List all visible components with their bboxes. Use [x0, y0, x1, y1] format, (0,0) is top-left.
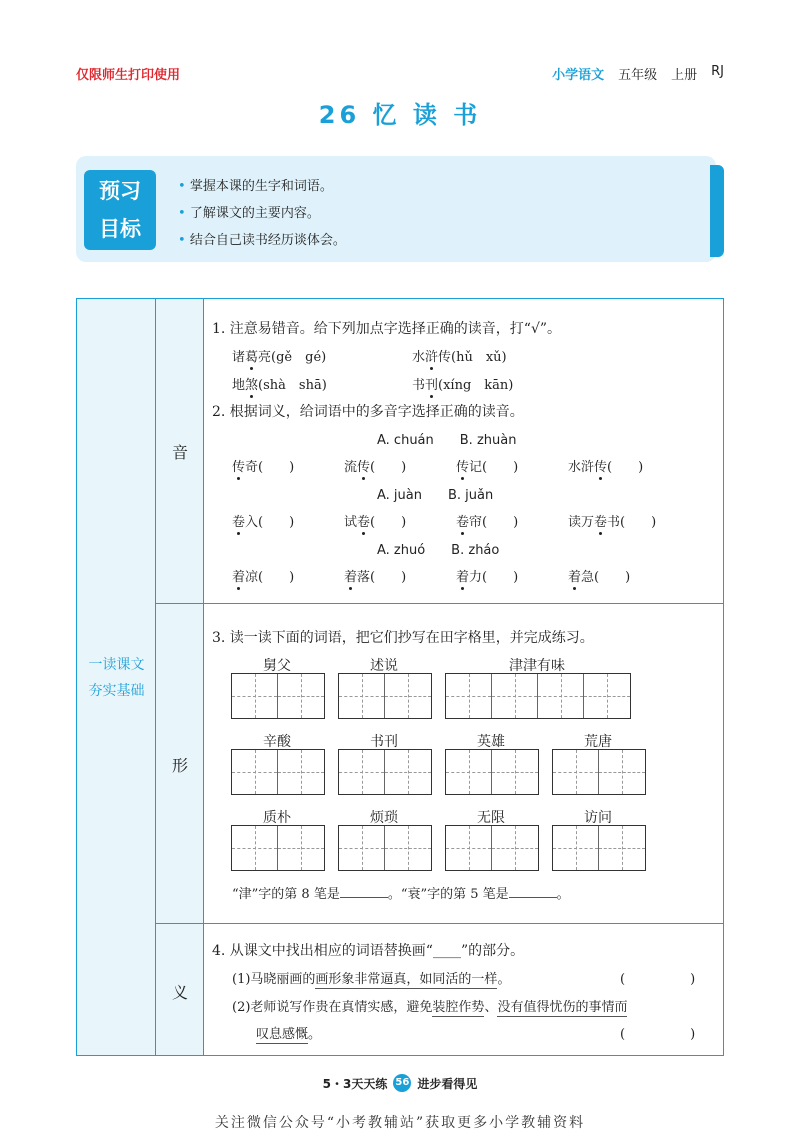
q2-item: 卷帘( )	[456, 511, 518, 530]
tianzige-box[interactable]	[552, 825, 646, 871]
word-label: 述说	[370, 658, 398, 674]
book-info	[552, 64, 724, 83]
q3-title: 3. 读一读下面的词语，把它们抄写在田字格里，并完成练习。	[212, 630, 594, 646]
footer-slogan: 进步看得见	[417, 1076, 478, 1091]
tianzige-box[interactable]	[445, 825, 539, 871]
page-number: 56	[393, 1074, 411, 1092]
row-label-column	[156, 299, 204, 1055]
tianzige-box[interactable]	[231, 673, 325, 719]
q2-item: 试卷( )	[344, 511, 406, 530]
q2-item: 水浒传( )	[568, 456, 643, 475]
q1-item: 书刊(xíng kān)	[412, 374, 513, 393]
q2-item: 传记( )	[456, 456, 518, 475]
page-footer	[0, 1074, 800, 1092]
tianzige-box[interactable]	[552, 749, 646, 795]
q1-item: 地煞(shà shā)	[232, 374, 327, 393]
q2-item: 流传( )	[344, 456, 406, 475]
q2-options: A. juàn B. juǎn	[377, 488, 494, 503]
q2-item: 着落( )	[344, 566, 406, 585]
answer-paren[interactable]: ( )	[620, 972, 696, 987]
q2-item: 读万卷书( )	[568, 511, 656, 530]
word-label: 书刊	[370, 734, 398, 750]
row-label-meaning: 义	[171, 983, 188, 1002]
q4-sentence-2: (2)老师说写作贵在真情实感，避免装腔作势、没有值得忧伤的事情而	[232, 1000, 628, 1015]
section-label-line-2: 夯实基础	[88, 683, 145, 699]
q4-sentence-2-cont: 叹息感慨。	[256, 1027, 322, 1042]
goals-tab	[710, 165, 724, 257]
q3-stroke-question: “津”字的第 8 笔是 。“衰”字的第 5 笔是 。	[232, 887, 570, 902]
word-label: 烦琐	[370, 810, 398, 826]
goals-list	[178, 173, 346, 254]
q2-item: 卷入( )	[232, 511, 294, 530]
goals-badge-bottom: 目标	[99, 217, 141, 241]
tianzige-box[interactable]	[445, 749, 539, 795]
q3-stroke-text-b: 。“衰”字的第 5 笔是	[387, 887, 509, 902]
goal-item: • 掌握本课的生字和词语。	[178, 179, 333, 194]
q1-item: 水浒传(hǔ xǔ)	[412, 346, 507, 365]
section-label-line-1: 一读课文	[88, 657, 145, 673]
q2-item: 着急( )	[568, 566, 630, 585]
watermark-text: 关注微信公众号“小考教辅站”获取更多小学教辅资料	[214, 1115, 586, 1131]
word-label: 舅父	[263, 658, 291, 674]
row-label-sound: 音	[171, 443, 188, 462]
goal-item: • 了解课文的主要内容。	[178, 206, 320, 221]
footer-brand: 5・3天天练	[322, 1076, 388, 1091]
word-label: 辛酸	[263, 734, 291, 750]
tianzige-box[interactable]	[231, 749, 325, 795]
goal-item: • 结合自己读书经历谈体会。	[178, 233, 346, 248]
word-label: 质朴	[263, 810, 291, 826]
answer-paren[interactable]: ( )	[620, 1027, 696, 1042]
goals-badge	[84, 170, 156, 250]
print-notice: 仅限师生打印使用	[76, 68, 181, 83]
row-divider	[156, 923, 723, 924]
tianzige-box[interactable]	[338, 749, 432, 795]
q2-item: 传奇( )	[232, 456, 294, 475]
q4-sentence-1: (1)马晓丽画的画形象非常逼真，如同活的一样。	[232, 972, 511, 987]
page-title: 26 忆 读 书	[318, 101, 482, 129]
answer-blank[interactable]	[509, 897, 557, 898]
q2-item: 着力( )	[456, 566, 518, 585]
q1-title: 1. 注意易错音。给下列加点字选择正确的读音，打“√”。	[212, 321, 562, 337]
word-label: 访问	[584, 810, 612, 826]
edition-label: RJ	[711, 64, 724, 79]
q4-title: 4. 从课文中找出相应的词语替换画“____”的部分。	[212, 943, 525, 959]
q2-title: 2. 根据词义，给词语中的多音字选择正确的读音。	[212, 404, 524, 420]
q2-options: A. chuán B. zhuàn	[377, 433, 517, 448]
tianzige-box[interactable]	[445, 673, 631, 719]
q2-options: A. zhuó B. zháo	[377, 543, 500, 558]
q1-item: 诸葛亮(gě gé)	[232, 346, 326, 365]
tianzige-box[interactable]	[338, 825, 432, 871]
word-label: 荒唐	[584, 734, 612, 750]
section-label	[77, 652, 156, 704]
word-label: 无限	[477, 810, 505, 826]
q3-stroke-text-a: “津”字的第 8 笔是	[232, 887, 340, 902]
goals-badge-top: 预习	[99, 179, 141, 203]
grade-label: 五年级	[618, 68, 658, 83]
word-label: 津津有味	[509, 658, 565, 674]
word-label: 英雄	[477, 734, 505, 750]
answer-blank[interactable]	[340, 897, 388, 898]
tianzige-box[interactable]	[231, 825, 325, 871]
q2-item: 着凉( )	[232, 566, 294, 585]
row-label-form: 形	[171, 756, 188, 775]
tianzige-box[interactable]	[338, 673, 432, 719]
volume-label: 上册	[671, 68, 698, 83]
row-divider	[156, 603, 723, 604]
subject-label: 小学语文	[552, 68, 605, 83]
goals-panel	[76, 156, 716, 262]
